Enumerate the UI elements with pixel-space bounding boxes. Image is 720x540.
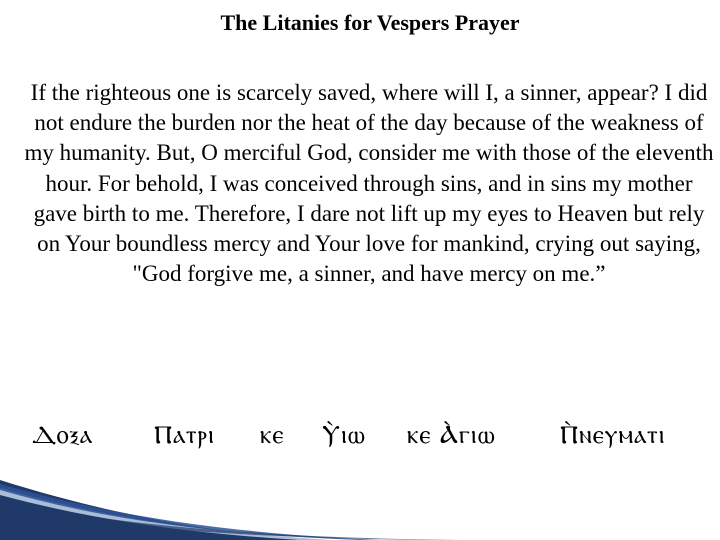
coptic-word-3: ⲕⲉ <box>260 420 285 449</box>
coptic-word-4: Ⲩ̀ⲓⲱ <box>322 420 366 449</box>
prayer-body-text: If the righteous one is scarcely saved, where will I, a sinner, appear? I did not endure the burden nor the heat of the day because of the weakness of my humanity. But, O merciful God, consider me with those of the eleventh hour. For behold, I was conceived through sins, and in sins my mother gave birth to me. Therefore, I dare not lift up my eyes to Heaven but rely on Your boundless mercy and Your love for mankind, crying out saying, "God forgive me, a sinner, and have mercy on me.” <box>24 80 714 287</box>
coptic-word-6: Ⲁ̀ⲅⲓⲱ <box>440 420 496 449</box>
coptic-word-1: Ⲇⲟⲝⲁ <box>32 420 94 449</box>
slide-title: The Litanies for Vespers Prayer <box>220 10 520 35</box>
coptic-word-5: ⲕⲉ <box>407 420 432 449</box>
bottom-wave-decoration <box>0 440 720 540</box>
coptic-word-7: Ⲡ̀ⲛⲉⲩⲙⲁⲧⲓ <box>560 420 666 449</box>
coptic-word-2: Ⲡⲁⲧⲣⲓ <box>154 420 215 449</box>
